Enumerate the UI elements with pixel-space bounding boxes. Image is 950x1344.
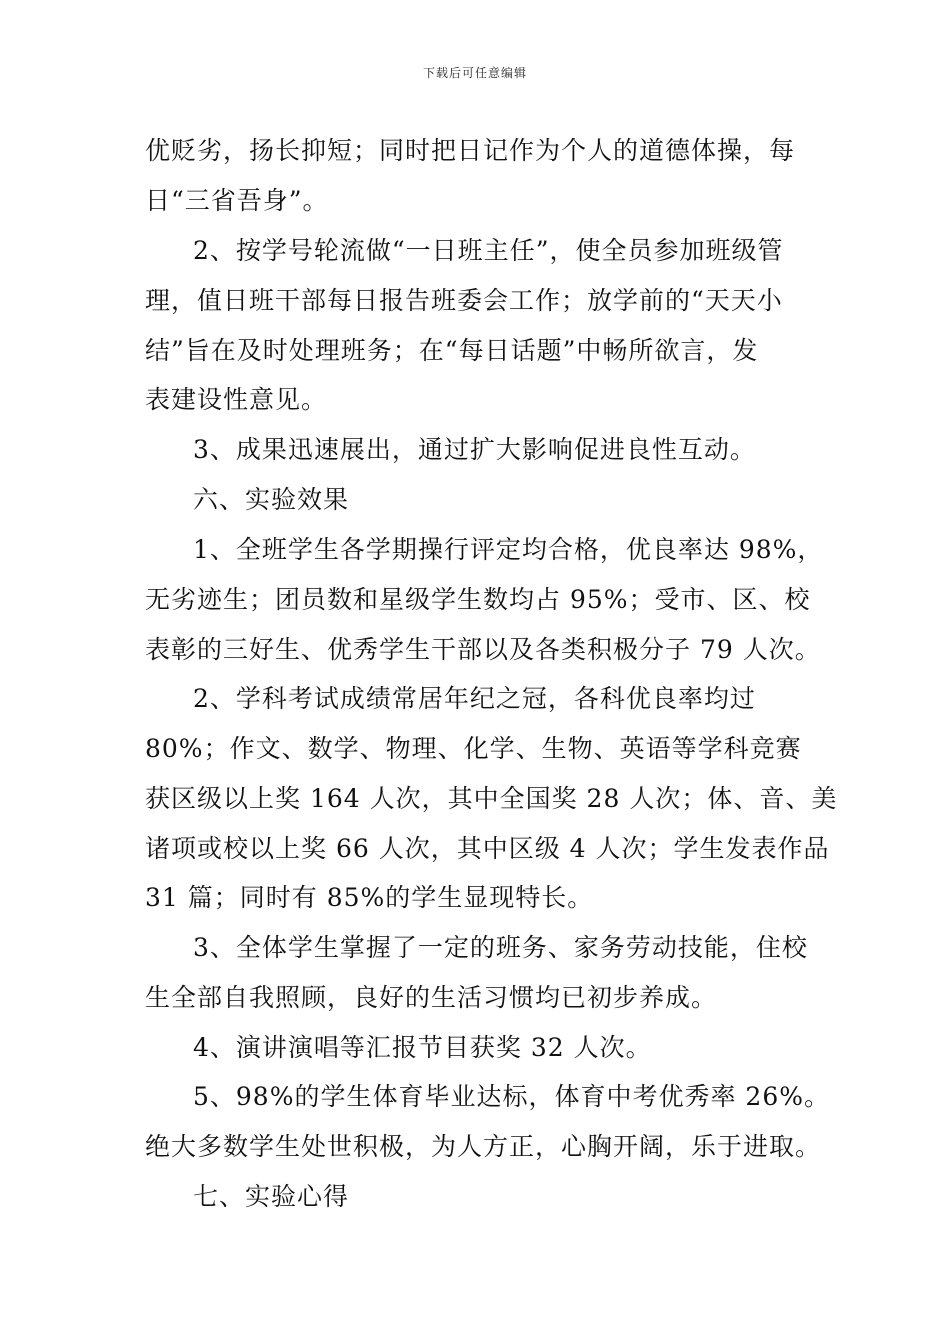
paragraph-line: 2、学科考试成绩常居年纪之冠，各科优良率均过 xyxy=(193,684,756,713)
paragraph-line: 日“三省吾身”。 xyxy=(145,186,329,215)
paragraph-line: 表彰的三好生、优秀学生干部以及各类积极分子 79 人次。 xyxy=(145,635,821,664)
paragraph-line: 3、成果迅速展出，通过扩大影响促进良性互动。 xyxy=(193,435,756,464)
page-header: 下载后可任意编辑 xyxy=(422,66,527,80)
paragraph-line: 4、演讲演唱等汇报节目获奖 32 人次。 xyxy=(193,1033,652,1062)
paragraph-line: 获区级以上奖 164 人次，其中全国奖 28 人次；体、音、美 xyxy=(145,784,838,813)
paragraph-line: 无劣迹生；团员数和星级学生数均占 95%；受市、区、校 xyxy=(145,585,811,614)
paragraph-line: 80%；作文、数学、物理、化学、生物、英语等学科竞赛 xyxy=(145,734,802,763)
paragraph-line: 优贬劣，扬长抑短；同时把日记作为个人的道德体操，每 xyxy=(145,136,796,165)
paragraph-line: 绝大多数学生处世积极，为人方正，心胸开阔，乐于进取。 xyxy=(145,1132,822,1161)
paragraph-line: 3、全体学生掌握了一定的班务、家务劳动技能，住校 xyxy=(193,933,808,962)
paragraph-line: 生全部自我照顾，良好的生活习惯均已初步养成。 xyxy=(145,983,718,1012)
paragraph-line: 结”旨在及时处理班务；在“每日话题”中畅所欲言，发 xyxy=(145,336,759,365)
paragraph-line: 1、全班学生各学期操行评定均合格，优良率达 98%， xyxy=(193,535,824,564)
section-heading: 七、实验心得 xyxy=(193,1182,350,1211)
paragraph-line: 理，值日班干部每日报告班委会工作；放学前的“天天小 xyxy=(145,286,783,315)
paragraph-line: 表建设性意见。 xyxy=(145,385,328,414)
paragraph-line: 31 篇；同时有 85%的学生显现特长。 xyxy=(145,883,594,912)
paragraph-line: 5、98%的学生体育毕业达标，体育中考优秀率 26%。 xyxy=(193,1082,830,1111)
paragraph-line: 诸项或校以上奖 66 人次，其中区级 4 人次；学生发表作品 xyxy=(145,834,830,863)
section-heading: 六、实验效果 xyxy=(193,485,350,514)
paragraph-line: 2、按学号轮流做“一日班主任”，使全员参加班级管 xyxy=(193,236,784,265)
